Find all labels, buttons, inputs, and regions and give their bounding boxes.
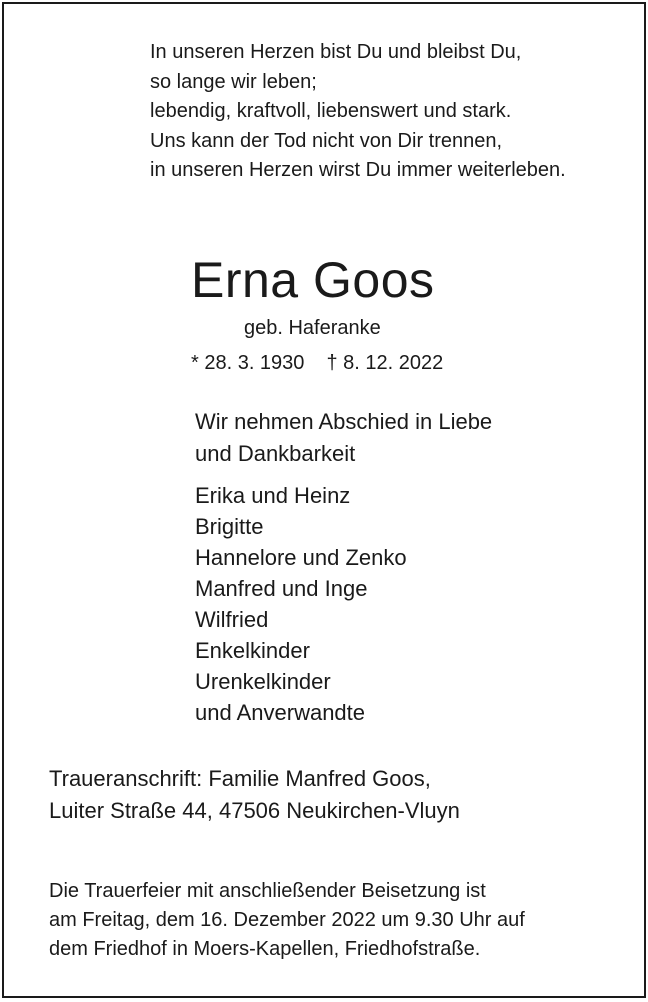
mourner-item: Wilfried bbox=[195, 607, 269, 632]
birth-name: geb. Haferanke bbox=[244, 317, 381, 339]
mourner-item: Hannelore und Zenko bbox=[195, 545, 407, 570]
farewell-message bbox=[195, 406, 492, 470]
memorial-poem bbox=[150, 38, 566, 186]
ceremony-line: am Freitag, dem 16. Dezember 2022 um 9.30 Uhr auf bbox=[49, 909, 525, 931]
birth-date: * 28. 3. 1930 bbox=[191, 352, 305, 374]
poem-line: in unseren Herzen wirst Du immer weiterleben. bbox=[150, 159, 566, 181]
mourning-address bbox=[49, 763, 460, 827]
deceased-name: Erna Goos bbox=[191, 252, 435, 308]
poem-line: Uns kann der Tod nicht von Dir trennen, bbox=[150, 129, 503, 152]
obituary-notice bbox=[2, 2, 646, 998]
mourner-item: und Anverwandte bbox=[195, 700, 366, 725]
mourner-item: Manfred und Inge bbox=[195, 576, 368, 601]
life-dates bbox=[191, 349, 443, 377]
farewell-line: Wir nehmen Abschied in Liebe bbox=[195, 409, 493, 434]
death-date: † 8. 12. 2022 bbox=[326, 352, 444, 374]
poem-line: lebendig, kraftvoll, liebenswert und stark. bbox=[150, 100, 512, 122]
funeral-details bbox=[49, 877, 525, 964]
address-line: Luiter Straße 44, 47506 Neukirchen-Vluyn bbox=[49, 798, 460, 823]
poem-line: In unseren Herzen bist Du und bleibst Du, bbox=[150, 41, 522, 63]
mourner-item: Erika und Heinz bbox=[195, 483, 351, 508]
mourner-item: Urenkelkinder bbox=[195, 669, 331, 694]
mourner-item: Brigitte bbox=[195, 514, 264, 539]
ceremony-line: dem Friedhof in Moers-Kapellen, Friedhofstraße. bbox=[49, 938, 481, 960]
mourners-list bbox=[195, 480, 407, 728]
poem-line: so lange wir leben; bbox=[150, 70, 317, 93]
mourner-item: Enkelkinder bbox=[195, 638, 310, 663]
farewell-line: und Dankbarkeit bbox=[195, 441, 356, 466]
ceremony-line: Die Trauerfeier mit anschließender Beisetzung ist bbox=[49, 880, 486, 902]
address-line: Traueranschrift: Familie Manfred Goos, bbox=[49, 766, 431, 791]
